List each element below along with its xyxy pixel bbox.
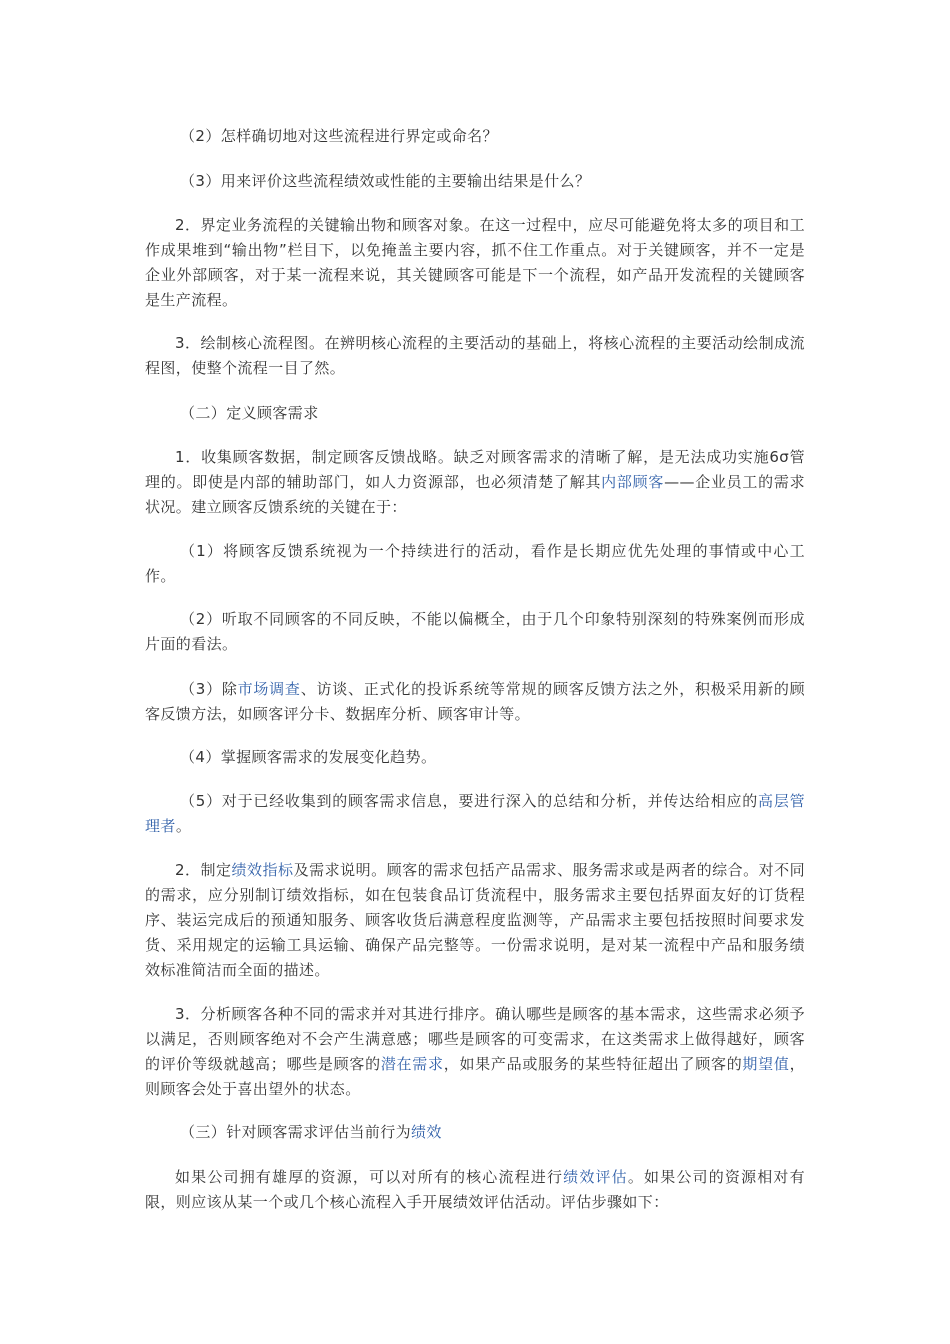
- text-run: 3．绘制核心流程图。在辨明核心流程的主要活动的基础上，将核心流程的主要活动绘制成流程图，使整个流程一目了然。: [145, 334, 805, 377]
- text-run: ——企业员工的需求状况。建立顾客反馈系统的关键在于：: [145, 473, 805, 516]
- paragraph: [145, 745, 805, 770]
- hyperlink[interactable]: 内部顾客: [601, 473, 665, 491]
- paragraph: [145, 213, 805, 313]
- text-run: 3．分析顾客各种不同的需求并对其进行排序。确认哪些是顾客的基本需求，这些需求必须予以满足，否则顾客绝对不会产生满意感；哪些是顾客的可变需求，在这类需求上做得越好，顾客的评价等级就越高；哪些是顾客的: [145, 1005, 805, 1073]
- text-run: 。: [175, 817, 192, 835]
- text-run: （2）怎样确切地对这些流程进行界定或命名？: [180, 127, 498, 145]
- text-run: 2．界定业务流程的关键输出物和顾客对象。在这一过程中，应尽可能避免将太多的项目和工作成果堆到“输出物”栏目下，以免掩盖主要内容，抓不住工作重点。对于关键顾客，并不一定是企业外部顾客，对于某一流程来说，其关键顾客可能是下一个流程，如产品开发流程的关键顾客是生产流程。: [145, 216, 805, 309]
- paragraph: [145, 1002, 805, 1102]
- hyperlink[interactable]: 绩效指标: [231, 861, 294, 879]
- paragraph: [145, 169, 805, 194]
- section-heading: [145, 1120, 805, 1145]
- text-run: 。如果公司的资源相对有限，则应该从某一个或几个核心流程入手开展绩效评估活动。评估步骤如下：: [145, 1168, 805, 1211]
- text-run: （二）定义顾客需求: [180, 404, 319, 422]
- text-run: 1．收集顾客数据，制定顾客反馈战略。缺乏对顾客需求的清晰了解，是无法成功实施6σ管理的。即使是内部的辅助部门，如人力资源部，也必须清楚了解其: [145, 448, 805, 491]
- hyperlink[interactable]: 市场调查: [237, 680, 301, 698]
- paragraph: [145, 1165, 805, 1215]
- text-run: （1）将顾客反馈系统视为一个持续进行的活动，看作是长期应优先处理的事情或中心工作。: [145, 542, 805, 585]
- paragraph: [145, 858, 805, 983]
- paragraph: [145, 539, 805, 589]
- paragraph: [145, 677, 805, 727]
- text-run: ，则顾客会处于喜出望外的状态。: [145, 1055, 805, 1098]
- paragraph: [145, 607, 805, 657]
- text-run: 及需求说明。顾客的需求包括产品需求、服务需求或是两者的综合。对不同的需求，应分别制订绩效指标，如在包装食品订货流程中，服务需求主要包括界面友好的订货程序、装运完成后的预通知服务、顾客收货后满意程度监测等，产品需求主要包括按照时间要求发货、采用规定的运输工具运输、确保产品完整等。一份需求说明，是对某一流程中产品和服务绩效标准简洁而全面的描述。: [145, 861, 805, 979]
- hyperlink[interactable]: 绩效: [411, 1123, 442, 1141]
- hyperlink[interactable]: 期望值: [742, 1055, 790, 1073]
- text-run: 、访谈、正式化的投诉系统等常规的顾客反馈方法之外，积极采用新的顾客反馈方法，如顾客评分卡、数据库分析、顾客审计等。: [145, 680, 805, 723]
- text-run: （5）对于已经收集到的顾客需求信息，要进行深入的总结和分析，并传达给相应的: [180, 792, 759, 810]
- text-run: （4）掌握顾客需求的发展变化趋势。: [180, 748, 437, 766]
- paragraph: [145, 124, 805, 149]
- text-run: （3）除: [180, 680, 238, 698]
- text-run: （3）用来评价这些流程绩效或性能的主要输出结果是什么？: [180, 172, 591, 190]
- paragraph: [145, 789, 805, 839]
- hyperlink[interactable]: 潜在需求: [380, 1055, 444, 1073]
- text-run: （三）针对顾客需求评估当前行为: [180, 1123, 412, 1141]
- hyperlink[interactable]: 绩效评估: [563, 1168, 628, 1186]
- text-run: ，如果产品或服务的某些特征超出了顾客的: [443, 1055, 743, 1073]
- paragraph: [145, 445, 805, 520]
- section-heading: [145, 401, 805, 426]
- text-run: 2．制定: [175, 861, 232, 879]
- hyperlink[interactable]: 高层管理者: [145, 792, 805, 835]
- paragraph: [145, 331, 805, 381]
- text-run: （2）听取不同顾客的不同反映，不能以偏概全，由于几个印象特别深刻的特殊案例而形成片面的看法。: [145, 610, 805, 653]
- text-run: 如果公司拥有雄厚的资源，可以对所有的核心流程进行: [175, 1168, 564, 1186]
